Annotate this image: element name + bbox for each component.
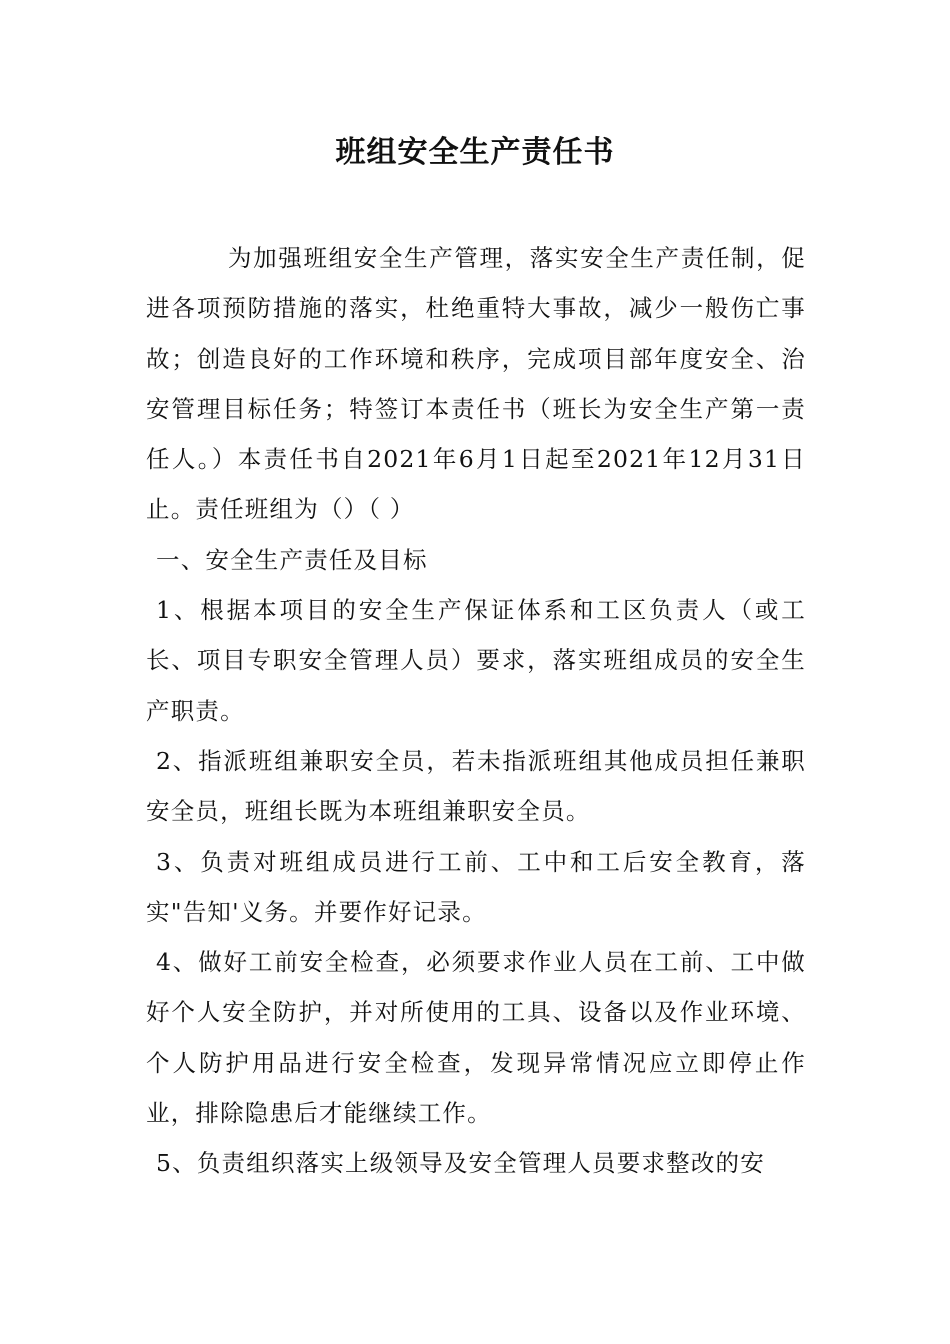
list-item-3: 3、负责对班组成员进行工前、工中和工后安全教育，落实"告知'义务。并要作好记录。	[146, 847, 806, 926]
list-item-2: 2、指派班组兼职安全员，若未指派班组其他成员担任兼职安全员，班组长既为本班组兼职安全员。	[146, 746, 806, 826]
section-heading: 一、安全生产责任及目标	[156, 545, 428, 574]
list-item-4: 4、做好工前安全检查，必须要求作业人员在工前、工中做好个人安全防护，并对所使用的工具、设备以及作业环境、个人防护用品进行安全检查，发现异常情况应立即停止作业，排除隐患后才能继续工作。	[146, 948, 806, 1128]
list-item-1: 1、根据本项目的安全生产保证体系和工区负责人（或工长、项目专职安全管理人员）要求，落实班组成员的安全生产职责。	[146, 596, 806, 725]
list-item-5: 5、负责组织落实上级领导及安全管理人员要求整改的安	[156, 1149, 765, 1178]
document-body	[146, 233, 806, 1189]
document-title: 班组安全生产责任书	[335, 135, 615, 170]
intro-paragraph: 为加强班组安全生产管理，落实安全生产责任制，促进各项预防措施的落实，杜绝重特大事故，减少一般伤亡事故；创造良好的工作环境和秩序，完成项目部年度安全、治安管理目标任务；特签订本责任书（班长为安全生产第一责任人。）本责任书自2021年6月1日起至2021年12月31日止。责任班组为（）（ ）	[146, 244, 806, 524]
